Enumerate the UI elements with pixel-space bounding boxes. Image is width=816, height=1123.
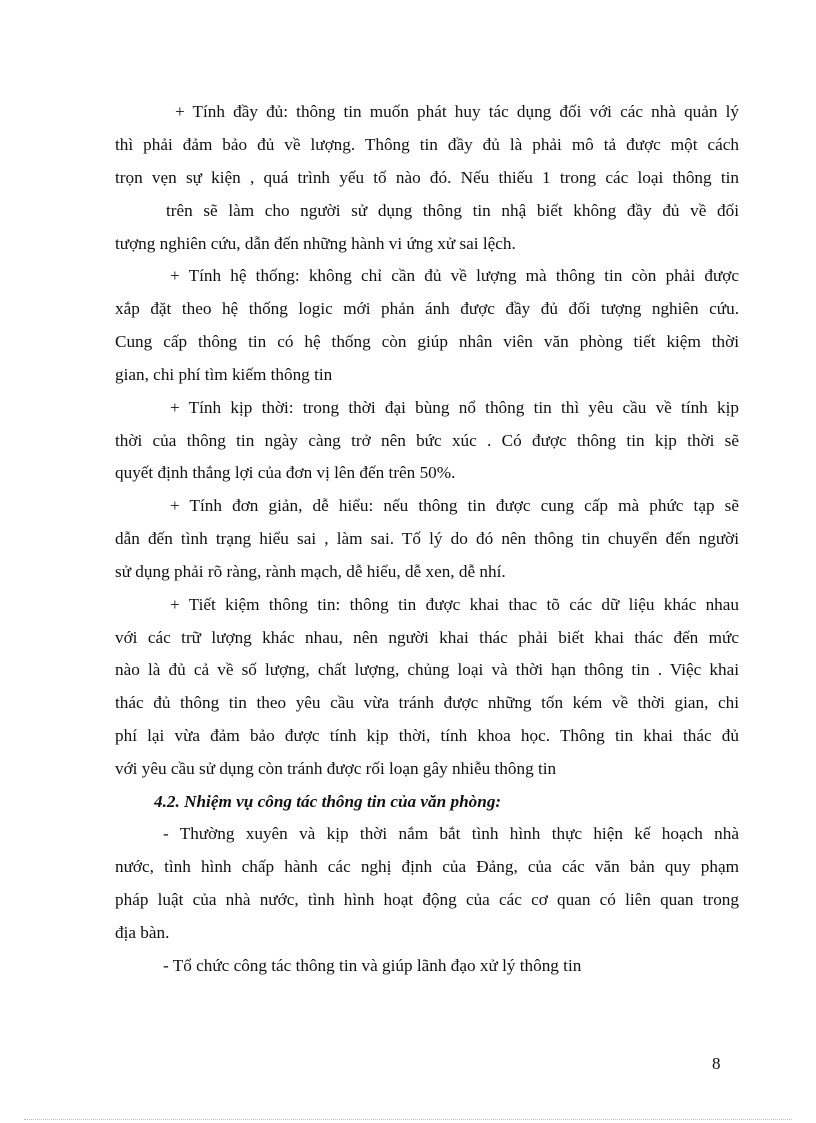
text-line: với yêu cầu sử dụng còn tránh được rối loạn gây nhiễu thông tin xyxy=(115,759,557,778)
text-line: gian, chi phí tìm kiếm thông tin xyxy=(115,365,333,384)
text-line: trên sẽ làm cho người sử dụng thông tin nhậ biết không đầy đủ về đối xyxy=(166,201,739,220)
section-heading: 4.2. Nhiệm vụ công tác thông tin của văn phòng: xyxy=(154,792,502,811)
text-line: thời của thông tin ngày càng trở nên bức xúc . Có được thông tin kịp thời sẽ xyxy=(115,431,739,450)
text-line: dẫn đến tình trạng hiểu sai , làm sai. Tố lý do đó nên thông tin chuyển đến người xyxy=(115,529,739,548)
text-line: + Tính hệ thống: không chỉ cần đủ về lượng mà thông tin còn phải được xyxy=(170,266,739,285)
text-line: Cung cấp thông tin có hệ thống còn giúp nhân viên văn phòng tiết kiệm thời xyxy=(115,332,739,351)
text-line: pháp luật của nhà nước, tình hình hoạt động của các cơ quan có liên quan trong xyxy=(115,890,739,909)
text-line: phí lại vừa đảm bảo được tính kịp thời, tính khoa học. Thông tin khai thác đủ xyxy=(115,726,739,745)
text-line: sử dụng phải rõ ràng, rành mạch, dễ hiểu, dễ xen, dễ nhí. xyxy=(115,562,506,581)
text-line: địa bàn. xyxy=(115,923,170,942)
text-line: nước, tình hình chấp hành các nghị định của Đảng, của các văn bản quy phạm xyxy=(115,857,739,876)
text-line: thì phải đảm bảo đủ về lượng. Thông tin đầy đủ là phải mô tả được một cách xyxy=(115,135,739,154)
text-line: nào là đủ cả về số lượng, chất lượng, chủng loại và thời hạn thông tin . Việc khai xyxy=(115,660,739,679)
text-line: + Tính đầy đủ: thông tin muốn phát huy tác dụng đối với các nhà quản lý xyxy=(175,102,739,121)
text-line: thác đủ thông tin theo yêu cầu vừa tránh được những tốn kém về thời gian, chi xyxy=(115,693,739,712)
text-line: + Tính kịp thời: trong thời đại bùng nổ thông tin thì yêu cầu về tính kịp xyxy=(170,398,739,417)
page-number: 8 xyxy=(712,1054,721,1073)
text-line: - Tổ chức công tác thông tin và giúp lãnh đạo xử lý thông tin xyxy=(163,956,582,975)
text-line: + Tiết kiệm thông tin: thông tin được khai thac tõ các dữ liệu khác nhau xyxy=(170,595,739,614)
text-line: tượng nghiên cứu, dẫn đến những hành vi ứng xử sai lệch. xyxy=(115,234,516,253)
text-line: trọn vẹn sự kiện , quá trình yếu tố nào đó. Nếu thiếu 1 trong các loại thông tin xyxy=(115,168,739,187)
text-line: với các trữ lượng khác nhau, nên người khai thác phải biết khai thác đến mức xyxy=(115,628,739,647)
text-line: quyết định thắng lợi của đơn vị lên đến trên 50%. xyxy=(115,463,456,482)
page-bottom-divider xyxy=(24,1119,792,1120)
text-line: - Thường xuyên và kịp thời nắm bắt tình hình thực hiện kế hoạch nhà xyxy=(163,824,739,843)
text-line: + Tính đơn giản, dễ hiểu: nếu thông tin được cung cấp mà phức tạp sẽ xyxy=(170,496,739,515)
text-line: xắp đặt theo hệ thống logic mới phản ánh được đầy đủ đối tượng nghiên cứu. xyxy=(115,299,739,318)
